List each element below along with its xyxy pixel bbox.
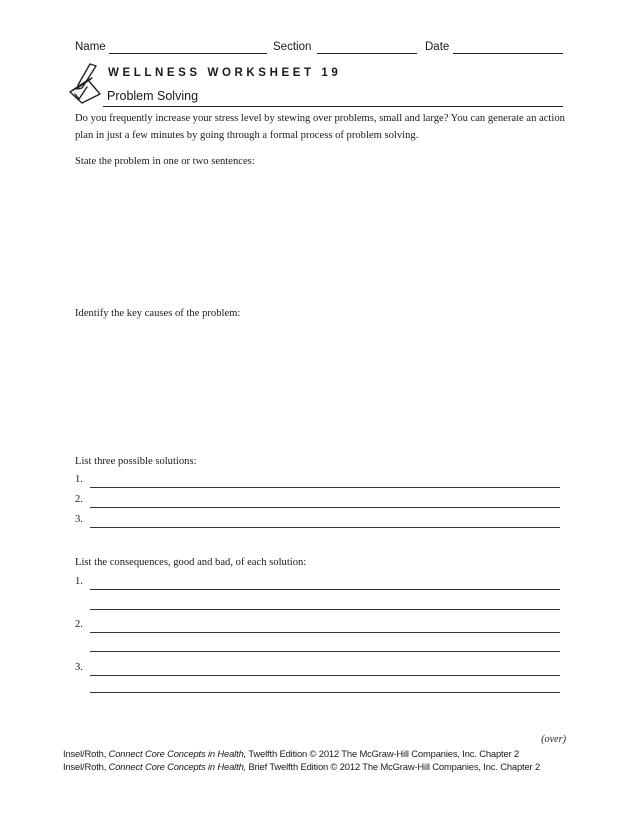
- citation-2-prefix: Insel/Roth,: [63, 761, 109, 772]
- over-note: (over): [541, 734, 566, 745]
- key-causes-answer-area[interactable]: [75, 324, 563, 444]
- solution-line-3[interactable]: [90, 527, 560, 528]
- consequence-line-3b[interactable]: [90, 692, 560, 693]
- citation-line-2: [63, 761, 540, 772]
- section-field[interactable]: [317, 53, 417, 54]
- consequence-line-2b[interactable]: [90, 651, 560, 652]
- title-divider: [103, 106, 563, 107]
- consequence-line-1a[interactable]: [90, 589, 560, 590]
- citation-2-suffix: Brief Twelfth Edition © 2012 The McGraw-Hill Companies, Inc. Chapter 2: [246, 761, 541, 772]
- worksheet-title: WELLNESS WORKSHEET 19: [108, 67, 342, 79]
- section-label: Section: [273, 41, 312, 53]
- citation-1-book-title: Connect Core Concepts in Health,: [108, 748, 247, 759]
- consequence-number-2: 2.: [75, 619, 83, 630]
- date-label: Date: [425, 41, 450, 53]
- solution-line-2[interactable]: [90, 507, 560, 508]
- consequence-number-1: 1.: [75, 576, 83, 587]
- state-problem-answer-area[interactable]: [75, 172, 563, 292]
- solution-number-2: 2.: [75, 494, 83, 505]
- consequence-number-3: 3.: [75, 662, 83, 673]
- name-label: Name: [75, 41, 106, 53]
- solution-number-3: 3.: [75, 514, 83, 525]
- consequence-line-2a[interactable]: [90, 632, 560, 633]
- worksheet-subtitle: Problem Solving: [107, 89, 199, 103]
- prompt-key-causes: Identify the key causes of the problem:: [75, 308, 241, 319]
- citation-1-prefix: Insel/Roth,: [63, 748, 109, 759]
- checklist-pencil-icon: [66, 62, 106, 104]
- prompt-solutions: List three possible solutions:: [75, 456, 197, 467]
- solution-line-1[interactable]: [90, 487, 560, 488]
- name-field[interactable]: [109, 53, 267, 54]
- consequence-line-3a[interactable]: [90, 675, 560, 676]
- intro-paragraph: Do you frequently increase your stress level by stewing over problems, small and large? You can generate an action plan in just a few minutes by going through a formal process of problem solving.: [75, 113, 565, 141]
- citation-line-1: [63, 748, 519, 759]
- citation-2-book-title: Connect Core Concepts in Health,: [108, 761, 247, 772]
- citation-1-suffix: Twelfth Edition © 2012 The McGraw-Hill Companies, Inc. Chapter 2: [246, 748, 520, 759]
- prompt-state-problem: State the problem in one or two sentences:: [75, 156, 255, 167]
- prompt-consequences: List the consequences, good and bad, of each solution:: [75, 557, 307, 568]
- date-field[interactable]: [453, 53, 563, 54]
- solution-number-1: 1.: [75, 474, 83, 485]
- consequence-line-1b[interactable]: [90, 609, 560, 610]
